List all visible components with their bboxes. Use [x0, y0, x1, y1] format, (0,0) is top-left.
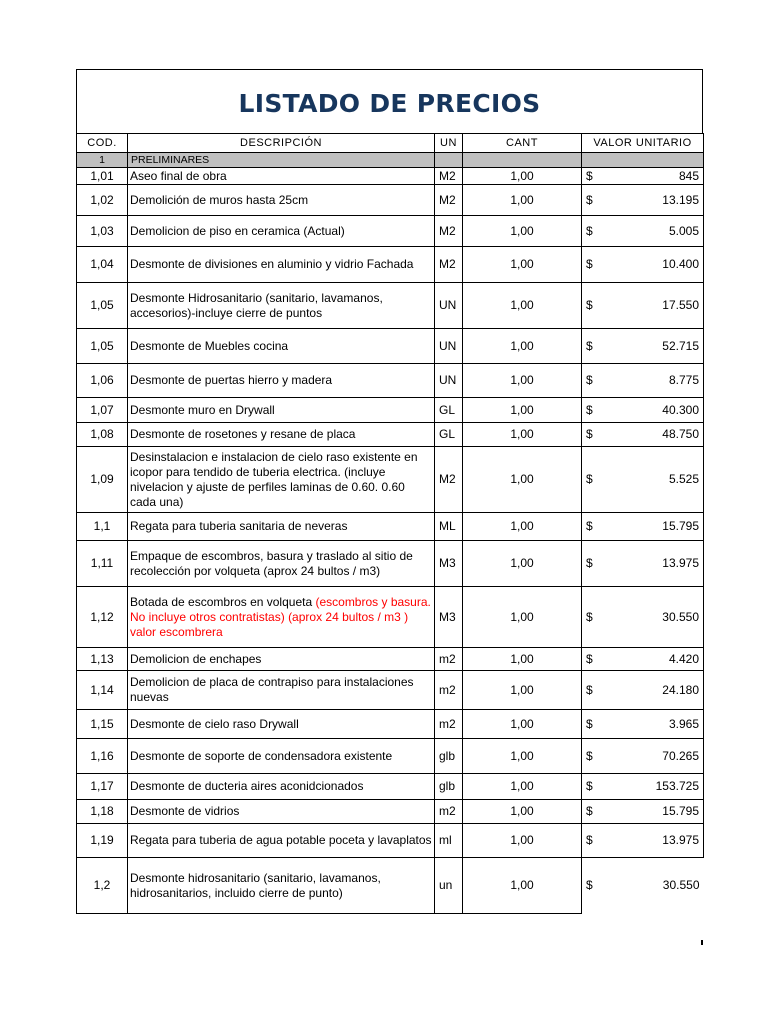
table-row — [77, 739, 704, 774]
unit-price-cell — [582, 710, 704, 739]
table-row — [77, 710, 704, 739]
unit-cell: M3 — [435, 541, 463, 587]
quantity-cell: 1,00 — [463, 398, 582, 423]
unit-price-value: 17.550 — [662, 298, 699, 312]
unit-price-value: 40.300 — [662, 402, 699, 417]
table-row — [77, 398, 704, 423]
section-label: PRELIMINARES — [128, 153, 435, 168]
description-cell — [128, 587, 435, 648]
quantity-cell: 1,00 — [463, 824, 582, 858]
quantity-cell: 1,00 — [463, 283, 582, 329]
currency-symbol: $ — [586, 609, 593, 624]
unit-price-cell — [582, 587, 704, 648]
currency-symbol: $ — [586, 556, 593, 570]
table-row — [77, 671, 704, 710]
price-sheet — [76, 69, 703, 914]
desc-text: Empaque de escombros, basura y traslado al sitio de recolección por volqueta (aprox 24 bultos / m3) — [130, 548, 413, 578]
currency-symbol: $ — [586, 402, 593, 417]
currency-symbol: $ — [586, 192, 593, 207]
quantity-cell: 1,00 — [463, 541, 582, 587]
currency-symbol: $ — [586, 427, 593, 441]
desc-text: Desmonte de soporte de condensadora existente — [130, 748, 393, 763]
unit-cell: m2 — [435, 710, 463, 739]
unit-cell: M2 — [435, 216, 463, 247]
desc-text: Desmonte de vidrios — [130, 804, 240, 818]
quantity-cell: 1,00 — [463, 587, 582, 648]
quantity-cell: 1,00 — [463, 247, 582, 283]
cod-cell: 1,01 — [77, 168, 128, 185]
section-row — [77, 153, 704, 168]
quantity-cell: 1,00 — [463, 739, 582, 774]
description-cell — [128, 824, 435, 858]
description-cell — [128, 447, 435, 513]
unit-cell: un — [435, 858, 463, 914]
description-cell — [128, 185, 435, 216]
unit-price-value: 52.715 — [662, 338, 699, 353]
unit-price-value: 8.775 — [668, 373, 699, 387]
quantity-cell: 1,00 — [463, 423, 582, 447]
quantity-cell: 1,00 — [463, 447, 582, 513]
unit-price-cell — [582, 423, 704, 447]
section-cell — [463, 153, 582, 168]
desc-text: Demolición de muros hasta 25cm — [130, 192, 309, 207]
description-cell — [128, 513, 435, 541]
currency-symbol: $ — [586, 257, 593, 271]
cod-cell: 1,05 — [77, 283, 128, 329]
desc-text: Desmonte muro en Drywall — [130, 402, 275, 417]
currency-symbol: $ — [586, 716, 593, 731]
quantity-cell: 1,00 — [463, 774, 582, 800]
description-cell — [128, 858, 435, 914]
currency-symbol: $ — [586, 833, 593, 847]
grid-line-tail — [701, 940, 703, 945]
col-header-cod: COD. — [77, 134, 128, 153]
cod-cell: 1,04 — [77, 247, 128, 283]
table-row — [77, 774, 704, 800]
unit-price-cell — [582, 216, 704, 247]
cod-cell: 1,19 — [77, 824, 128, 858]
unit-cell: glb — [435, 739, 463, 774]
cod-cell: 1,08 — [77, 423, 128, 447]
table-row — [77, 447, 704, 513]
desc-text: Desmonte de Muebles cocina — [130, 338, 289, 353]
unit-price-value: 5.005 — [668, 223, 699, 238]
unit-price-value: 15.795 — [662, 804, 699, 818]
unit-price-value: 13.975 — [662, 556, 699, 570]
price-table — [76, 133, 704, 914]
table-row — [77, 168, 704, 185]
description-cell — [128, 423, 435, 447]
table-row — [77, 216, 704, 247]
unit-cell: m2 — [435, 648, 463, 671]
currency-symbol: $ — [586, 878, 593, 893]
cod-cell: 1,16 — [77, 739, 128, 774]
desc-text: Demolicion de placa de contrapiso para instalaciones nuevas — [130, 675, 414, 704]
description-cell — [128, 648, 435, 671]
currency-symbol: $ — [586, 748, 593, 763]
unit-price-value: 30.550 — [662, 609, 699, 624]
unit-price-cell — [582, 283, 704, 329]
desc-text: Demolicion de enchapes — [130, 651, 262, 666]
unit-cell: M3 — [435, 587, 463, 648]
unit-cell: m2 — [435, 671, 463, 710]
description-cell — [128, 710, 435, 739]
desc-text: Botada de escombros en volqueta — [130, 594, 316, 609]
table-row — [77, 800, 704, 824]
cod-cell: 1,14 — [77, 671, 128, 710]
desc-text: Regata para tuberia sanitaria de neveras — [130, 519, 348, 533]
unit-price-cell — [582, 447, 704, 513]
quantity-cell: 1,00 — [463, 364, 582, 398]
table-row — [77, 587, 704, 648]
description-cell — [128, 364, 435, 398]
desc-text: Desmonte de ducteria aires aconidcionados — [130, 779, 364, 793]
currency-symbol: $ — [586, 472, 593, 486]
unit-cell: UN — [435, 283, 463, 329]
quantity-cell: 1,00 — [463, 168, 582, 185]
description-cell — [128, 329, 435, 364]
unit-cell: UN — [435, 364, 463, 398]
description-cell — [128, 398, 435, 423]
currency-symbol: $ — [586, 338, 593, 353]
unit-price-value: 153.725 — [655, 779, 699, 793]
description-cell — [128, 671, 435, 710]
unit-price-cell — [582, 398, 704, 423]
unit-price-value: 30.550 — [662, 878, 700, 893]
table-row — [77, 247, 704, 283]
desc-highlight: (escombros y basura. No incluye otros contratistas) (aprox 24 bultos / m3 ) valor escombrera — [130, 594, 431, 639]
quantity-cell: 1,00 — [463, 216, 582, 247]
table-row — [77, 824, 704, 858]
desc-text: Desmonte de cielo raso Drywall — [130, 716, 299, 731]
cod-cell: 1,06 — [77, 364, 128, 398]
unit-cell: GL — [435, 423, 463, 447]
unit-price-cell — [582, 364, 704, 398]
quantity-cell: 1,00 — [463, 800, 582, 824]
unit-price-cell — [582, 513, 704, 541]
unit-price-cell — [582, 824, 704, 858]
cod-cell: 1,02 — [77, 185, 128, 216]
table-row — [77, 423, 704, 447]
quantity-cell: 1,00 — [463, 185, 582, 216]
unit-cell: m2 — [435, 800, 463, 824]
section-cell — [435, 153, 463, 168]
desc-text: Desinstalacion e instalacion de cielo raso existente en icopor para tendido de tuberia electrica. (incluye nivelacion y ajuste de perfiles laminas de 0.60. 0.60 cada una) — [130, 449, 418, 509]
unit-price-cell — [582, 774, 704, 800]
desc-text: Regata para tuberia de agua potable poceta y lavaplatos — [130, 833, 432, 847]
table-row — [77, 541, 704, 587]
quantity-cell: 1,00 — [463, 329, 582, 364]
description-cell — [128, 541, 435, 587]
unit-cell: M2 — [435, 185, 463, 216]
table-row — [77, 329, 704, 364]
currency-symbol: $ — [586, 373, 593, 387]
unit-price-value: 5.525 — [668, 472, 699, 486]
unit-price-value: 4.420 — [668, 651, 699, 666]
unit-price-cell — [582, 858, 704, 914]
unit-price-value: 15.795 — [662, 519, 699, 533]
unit-price-value: 13.195 — [662, 192, 699, 207]
cod-cell: 1,11 — [77, 541, 128, 587]
table-row — [77, 283, 704, 329]
col-header-un: UN — [435, 134, 463, 153]
section-cod: 1 — [77, 153, 128, 168]
cod-cell: 1,1 — [77, 513, 128, 541]
col-header-descripcion: DESCRIPCIÓN — [128, 134, 435, 153]
cod-cell: 1,12 — [77, 587, 128, 648]
page-title: LISTADO DE PRECIOS — [238, 89, 541, 118]
table-row — [77, 185, 704, 216]
unit-price-value: 10.400 — [662, 257, 699, 271]
col-header-cant: CANT — [463, 134, 582, 153]
cod-cell: 1,05 — [77, 329, 128, 364]
unit-cell: ML — [435, 513, 463, 541]
unit-price-cell — [582, 247, 704, 283]
unit-price-value: 24.180 — [662, 682, 699, 697]
description-cell — [128, 283, 435, 329]
quantity-cell: 1,00 — [463, 858, 582, 914]
description-cell — [128, 800, 435, 824]
unit-price-cell — [582, 671, 704, 710]
description-cell — [128, 216, 435, 247]
currency-symbol: $ — [586, 519, 593, 533]
unit-cell: glb — [435, 774, 463, 800]
currency-symbol: $ — [586, 779, 593, 793]
description-cell — [128, 247, 435, 283]
unit-cell: M2 — [435, 168, 463, 185]
unit-price-value: 13.975 — [662, 833, 699, 847]
unit-price-cell — [582, 800, 704, 824]
quantity-cell: 1,00 — [463, 710, 582, 739]
desc-text: Desmonte de divisiones en aluminio y vidrio Fachada — [130, 257, 414, 271]
col-header-valor-unitario: VALOR UNITARIO — [582, 134, 704, 153]
desc-text: Demolicion de piso en ceramica (Actual) — [130, 223, 345, 238]
cod-cell: 1,13 — [77, 648, 128, 671]
description-cell — [128, 168, 435, 185]
unit-price-value: 3.965 — [668, 716, 699, 731]
desc-text: Desmonte de puertas hierro y madera — [130, 373, 333, 387]
cod-cell: 1,09 — [77, 447, 128, 513]
desc-text: Desmonte de rosetones y resane de placa — [130, 427, 356, 441]
unit-price-value: 48.750 — [662, 427, 699, 441]
unit-cell: UN — [435, 329, 463, 364]
header-row — [77, 134, 704, 153]
unit-price-cell — [582, 185, 704, 216]
quantity-cell: 1,00 — [463, 671, 582, 710]
quantity-cell: 1,00 — [463, 513, 582, 541]
unit-cell: ml — [435, 824, 463, 858]
table-row — [77, 648, 704, 671]
desc-text: Desmonte Hidrosanitario (sanitario, lavamanos, accesorios)-incluye cierre de puntos — [130, 290, 383, 320]
table-row — [77, 513, 704, 541]
unit-price-value: 845 — [678, 168, 699, 183]
currency-symbol: $ — [586, 651, 593, 666]
currency-symbol: $ — [586, 682, 593, 697]
unit-cell: M2 — [435, 247, 463, 283]
unit-price-cell — [582, 168, 704, 185]
unit-cell: M2 — [435, 447, 463, 513]
currency-symbol: $ — [586, 804, 593, 818]
cod-cell: 1,18 — [77, 800, 128, 824]
description-cell — [128, 774, 435, 800]
section-cell — [582, 153, 704, 168]
cod-cell: 1,07 — [77, 398, 128, 423]
unit-price-value: 70.265 — [662, 748, 699, 763]
unit-price-cell — [582, 541, 704, 587]
desc-text: Aseo final de obra — [130, 168, 227, 183]
unit-price-cell — [582, 648, 704, 671]
currency-symbol: $ — [586, 298, 593, 312]
description-cell — [128, 739, 435, 774]
unit-cell: GL — [435, 398, 463, 423]
quantity-cell: 1,00 — [463, 648, 582, 671]
cod-cell: 1,17 — [77, 774, 128, 800]
table-row — [77, 364, 704, 398]
title-box — [76, 69, 703, 133]
desc-text: Desmonte hidrosanitario (sanitario, lavamanos, hidrosanitarios, incluido cierre de punto) — [130, 870, 381, 900]
cod-cell: 1,2 — [77, 858, 128, 914]
table-row — [77, 858, 704, 914]
cod-cell: 1,03 — [77, 216, 128, 247]
unit-price-cell — [582, 329, 704, 364]
unit-price-cell — [582, 739, 704, 774]
currency-symbol: $ — [586, 168, 593, 183]
cod-cell: 1,15 — [77, 710, 128, 739]
currency-symbol: $ — [586, 223, 593, 238]
